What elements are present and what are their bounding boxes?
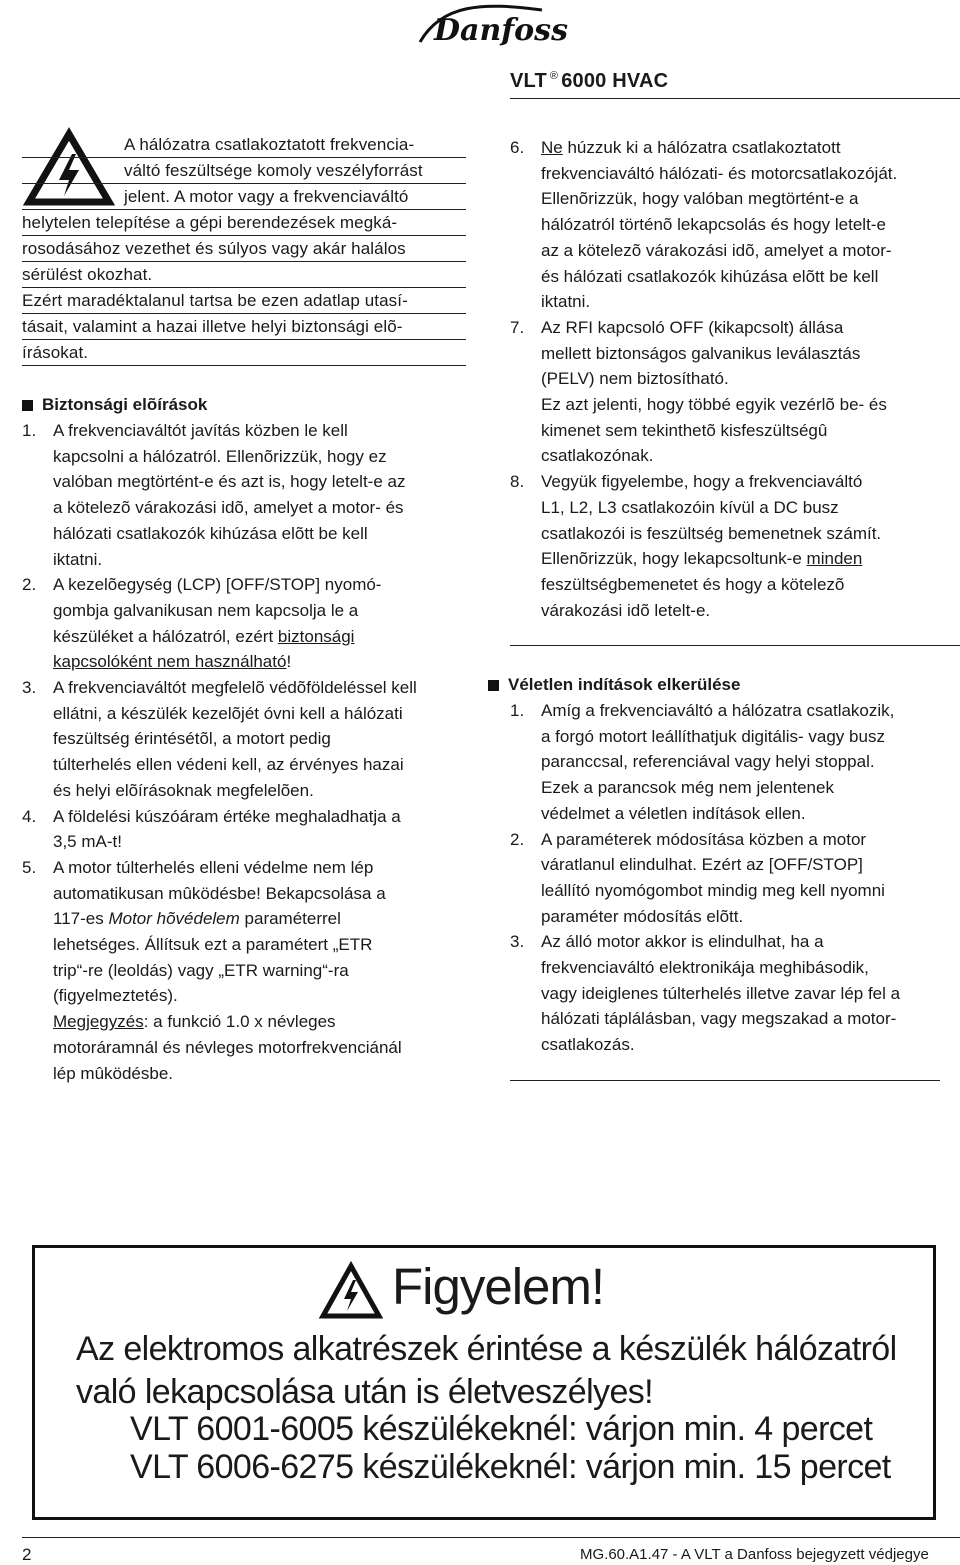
intro-line: helytelen telepítése a gépi berendezések megká- bbox=[22, 210, 466, 236]
item-line: és helyi elõírásoknak megfelelõen. bbox=[53, 780, 314, 800]
safety-item-7 bbox=[510, 315, 960, 469]
safety-item-5 bbox=[22, 855, 472, 1086]
item-line: túlterhelés ellen védeni kell, az érvényes hazai bbox=[53, 755, 404, 775]
warning-line-2: való lekapcsolása után is életveszélyes! bbox=[76, 1373, 653, 1411]
item-line: valóban megtörtént-e és azt is, hogy letelt-e az bbox=[53, 472, 406, 492]
item-line: csatlakozói is feszültség bemenetnek számít. bbox=[541, 523, 882, 543]
item-line: a forgó motort leállíthatjuk digitális- vagy busz bbox=[541, 726, 885, 746]
safety-section bbox=[22, 392, 472, 1086]
item-line: A földelési kúszóáram értéke meghaladhatja a bbox=[53, 806, 401, 826]
item-line: paraméterrel bbox=[244, 909, 341, 929]
item-line: Ez azt jelenti, hogy többé egyik vezérlõ be- és bbox=[541, 395, 887, 415]
item-line: csatlakozás. bbox=[541, 1035, 635, 1055]
safety-section-continued bbox=[510, 135, 960, 646]
item-line: az a kötelezõ várakozási idõ, amelyet a motor- bbox=[541, 240, 892, 260]
item-number: 7. bbox=[510, 317, 525, 337]
item-line: a kötelezõ várakozási idõ, amelyet a motor- és bbox=[53, 498, 404, 518]
item-tail: ! bbox=[286, 652, 292, 672]
item-line: (figyelmeztetés). bbox=[53, 986, 178, 1006]
item-line: trip“-re (leoldás) vagy „ETR warning“-ra bbox=[53, 960, 349, 980]
item-line: várakozási idõ letelt-e. bbox=[541, 600, 711, 620]
logo-text: Danfoss bbox=[434, 13, 568, 48]
item-line: feszültség érintésétõl, a motort pedig bbox=[53, 729, 331, 749]
square-bullet-icon bbox=[22, 400, 33, 411]
item-line: frekvenciaváltó hálózati- és motorcsatlakozóját. bbox=[541, 163, 898, 183]
item-line: ellátni, a készülék kezelõjét óvni kell a hálózati bbox=[53, 703, 403, 723]
item-number: 6. bbox=[510, 138, 525, 157]
product-prefix: VLT bbox=[510, 70, 547, 92]
warning-title: Figyelem! bbox=[392, 1258, 605, 1315]
registered-mark: ® bbox=[549, 70, 559, 83]
item-line: iktatni. bbox=[541, 292, 591, 312]
item-line: iktatni. bbox=[53, 549, 103, 569]
item-number: 1. bbox=[510, 701, 525, 720]
item-line: vagy ideiglenes túlterhelés illetve zavar lép fel a bbox=[541, 983, 901, 1003]
safety-item-1 bbox=[22, 418, 472, 572]
item-line: frekvenciaváltó elektronikája meghibásodik, bbox=[541, 958, 869, 978]
footer-trademark: MG.60.A1.47 - A VLT a Danfoss bejegyzett védjegye bbox=[580, 1546, 929, 1563]
parameter-name: Motor hõvédelem bbox=[108, 909, 240, 929]
item-line: készüléket a hálózatról, ezért bbox=[53, 626, 274, 646]
item-line: 117-es bbox=[53, 909, 104, 929]
item-line: Az RFI kapcsoló OFF (kikapcsolt) állása bbox=[541, 317, 844, 337]
item-line: hálózatról történõ lekapcsolás és hogy letelt-e bbox=[541, 215, 886, 235]
intro-line: jelent. A motor vagy a frekvenciaváltó bbox=[22, 184, 466, 210]
item-line: A frekvenciaváltót javítás közben le kell bbox=[53, 421, 348, 440]
footer-rule bbox=[22, 1537, 960, 1538]
warning-line-1: Az elektromos alkatrészek érintése a készülék hálózatról bbox=[76, 1330, 897, 1368]
item-line: kimenet sem tekinthetõ kisfeszültségû bbox=[541, 420, 828, 440]
accidental-item-2 bbox=[510, 827, 958, 930]
underlined-text: Ne bbox=[541, 138, 563, 157]
intro-line: Ezért maradéktalanul tartsa be ezen adatlap utasí- bbox=[22, 288, 466, 314]
safety-heading-text: Biztonsági elõírások bbox=[42, 395, 208, 415]
product-suffix: 6000 HVAC bbox=[561, 70, 669, 92]
safety-item-6 bbox=[510, 135, 960, 315]
accidental-heading-text: Véletlen indítások elkerülése bbox=[508, 675, 741, 695]
item-number: 2. bbox=[510, 829, 525, 849]
item-line: Vegyük figyelembe, hogy a frekvenciaváltó bbox=[541, 472, 863, 492]
item-line: A frekvenciaváltót megfelelõ védõföldeléssel kell bbox=[53, 678, 417, 698]
item-line: csatlakozónak. bbox=[541, 446, 654, 466]
item-line: A paraméterek módosítása közben a motor bbox=[541, 829, 867, 849]
item-line: 3,5 mA-t! bbox=[53, 832, 122, 852]
item-number: 1. bbox=[22, 421, 37, 440]
item-line: védelmet a véletlen indítások ellen. bbox=[541, 803, 806, 823]
accidental-heading bbox=[488, 672, 958, 698]
item-number: 5. bbox=[22, 857, 37, 877]
item-line: Amíg a frekvenciaváltó a hálózatra csatlakozik, bbox=[541, 701, 895, 720]
intro-line: tásait, valamint a hazai illetve helyi biztonsági elõ- bbox=[22, 314, 466, 340]
intro-line: A hálózatra csatlakoztatott frekvencia- bbox=[22, 132, 466, 158]
note-label: Megjegyzés bbox=[53, 1012, 144, 1032]
header-rule bbox=[510, 98, 960, 99]
item-number: 2. bbox=[22, 575, 37, 595]
item-line: mellett biztonságos galvanikus leválasztás bbox=[541, 343, 861, 363]
item-line: váratlanul elindulhat. Ezért az [OFF/STOP] bbox=[541, 855, 863, 875]
underlined-text: kapcsolóként nem használható bbox=[53, 652, 287, 672]
high-voltage-warning-icon bbox=[320, 1262, 382, 1320]
intro-line: írásokat. bbox=[22, 340, 466, 366]
item-line: Ellenõrizzük, hogy valóban megtörtént-e a bbox=[541, 189, 859, 209]
item-line: automatikusan mûködésbe! Bekapcsolása a bbox=[53, 883, 386, 903]
warning-line-3: VLT 6001-6005 készülékeknél: várjon min. 4 percet bbox=[130, 1410, 873, 1448]
item-line: hálózati táplálásban, vagy megszakad a motor- bbox=[541, 1009, 897, 1029]
accidental-item-1 bbox=[510, 698, 958, 827]
intro-line: rosodásához vezethet és súlyos vagy akár halálos bbox=[22, 236, 466, 262]
item-number: 4. bbox=[22, 806, 37, 826]
section-divider bbox=[510, 645, 960, 646]
item-line: Az álló motor akkor is elindulhat, ha a bbox=[541, 932, 824, 952]
item-line: leállító nyomógombot mindig meg kell nyomni bbox=[541, 880, 885, 900]
danfoss-logo bbox=[412, 2, 568, 50]
item-line: gombja galvanikusan nem kapcsolja le a bbox=[53, 600, 359, 620]
accidental-item-3 bbox=[510, 929, 958, 1058]
page-number: 2 bbox=[22, 1545, 32, 1564]
safety-item-2 bbox=[22, 572, 472, 675]
product-title bbox=[510, 70, 668, 93]
item-line: (PELV) nem biztosítható. bbox=[541, 369, 729, 389]
warning-line-4: VLT 6006-6275 készülékeknél: várjon min. 15 percet bbox=[130, 1448, 891, 1486]
safety-item-8 bbox=[510, 469, 960, 623]
item-line: L1, L2, L3 csatlakozóin kívül a DC busz bbox=[541, 497, 839, 517]
item-number: 8. bbox=[510, 472, 525, 492]
item-line: A motor túlterhelés elleni védelme nem lép bbox=[53, 857, 374, 877]
square-bullet-icon bbox=[488, 680, 499, 691]
item-line: paranccsal, referenciával vagy helyi stoppal. bbox=[541, 752, 875, 772]
underlined-text: minden bbox=[806, 549, 863, 569]
item-line: Ellenõrizzük, hogy lekapcsoltunk-e bbox=[541, 549, 802, 569]
underlined-text: biztonsági bbox=[277, 626, 355, 646]
item-line: paraméter módosítás elõtt. bbox=[541, 906, 744, 926]
item-line: lehetséges. Állítsuk ezt a paramétert „ETR bbox=[53, 935, 373, 955]
item-line: és hálózati csatlakozók kihúzása elõtt be kell bbox=[541, 266, 879, 286]
item-line: húzzuk ki a hálózatra csatlakoztatott bbox=[562, 138, 841, 157]
safety-item-4 bbox=[22, 804, 472, 855]
accidental-start-section bbox=[488, 672, 958, 1081]
item-line: lép mûködésbe. bbox=[53, 1063, 174, 1083]
safety-item-3 bbox=[22, 675, 472, 804]
note-text: : a funkció 1.0 x névleges bbox=[143, 1012, 336, 1032]
intro-line: váltó feszültsége komoly veszélyforrást bbox=[22, 158, 466, 184]
section-divider bbox=[510, 1080, 940, 1081]
intro-line: sérülést okozhat. bbox=[22, 262, 466, 288]
safety-heading bbox=[22, 392, 472, 418]
item-line: Ezek a parancsok még nem jelentenek bbox=[541, 778, 834, 798]
intro-warning-text bbox=[22, 132, 466, 366]
item-number: 3. bbox=[510, 932, 525, 952]
item-line: feszültségbemenetet és hogy a kötelezõ bbox=[541, 574, 845, 594]
item-line: hálózati csatlakozók kihúzása elõtt be kell bbox=[53, 523, 368, 543]
item-number: 3. bbox=[22, 678, 37, 698]
item-line: motoráramnál és névleges motorfrekvenciánál bbox=[53, 1037, 402, 1057]
item-line: kapcsolni a hálózatról. Ellenõrizzük, hogy ez bbox=[53, 446, 387, 466]
item-line: A kezelõegység (LCP) [OFF/STOP] nyomó- bbox=[53, 575, 382, 595]
